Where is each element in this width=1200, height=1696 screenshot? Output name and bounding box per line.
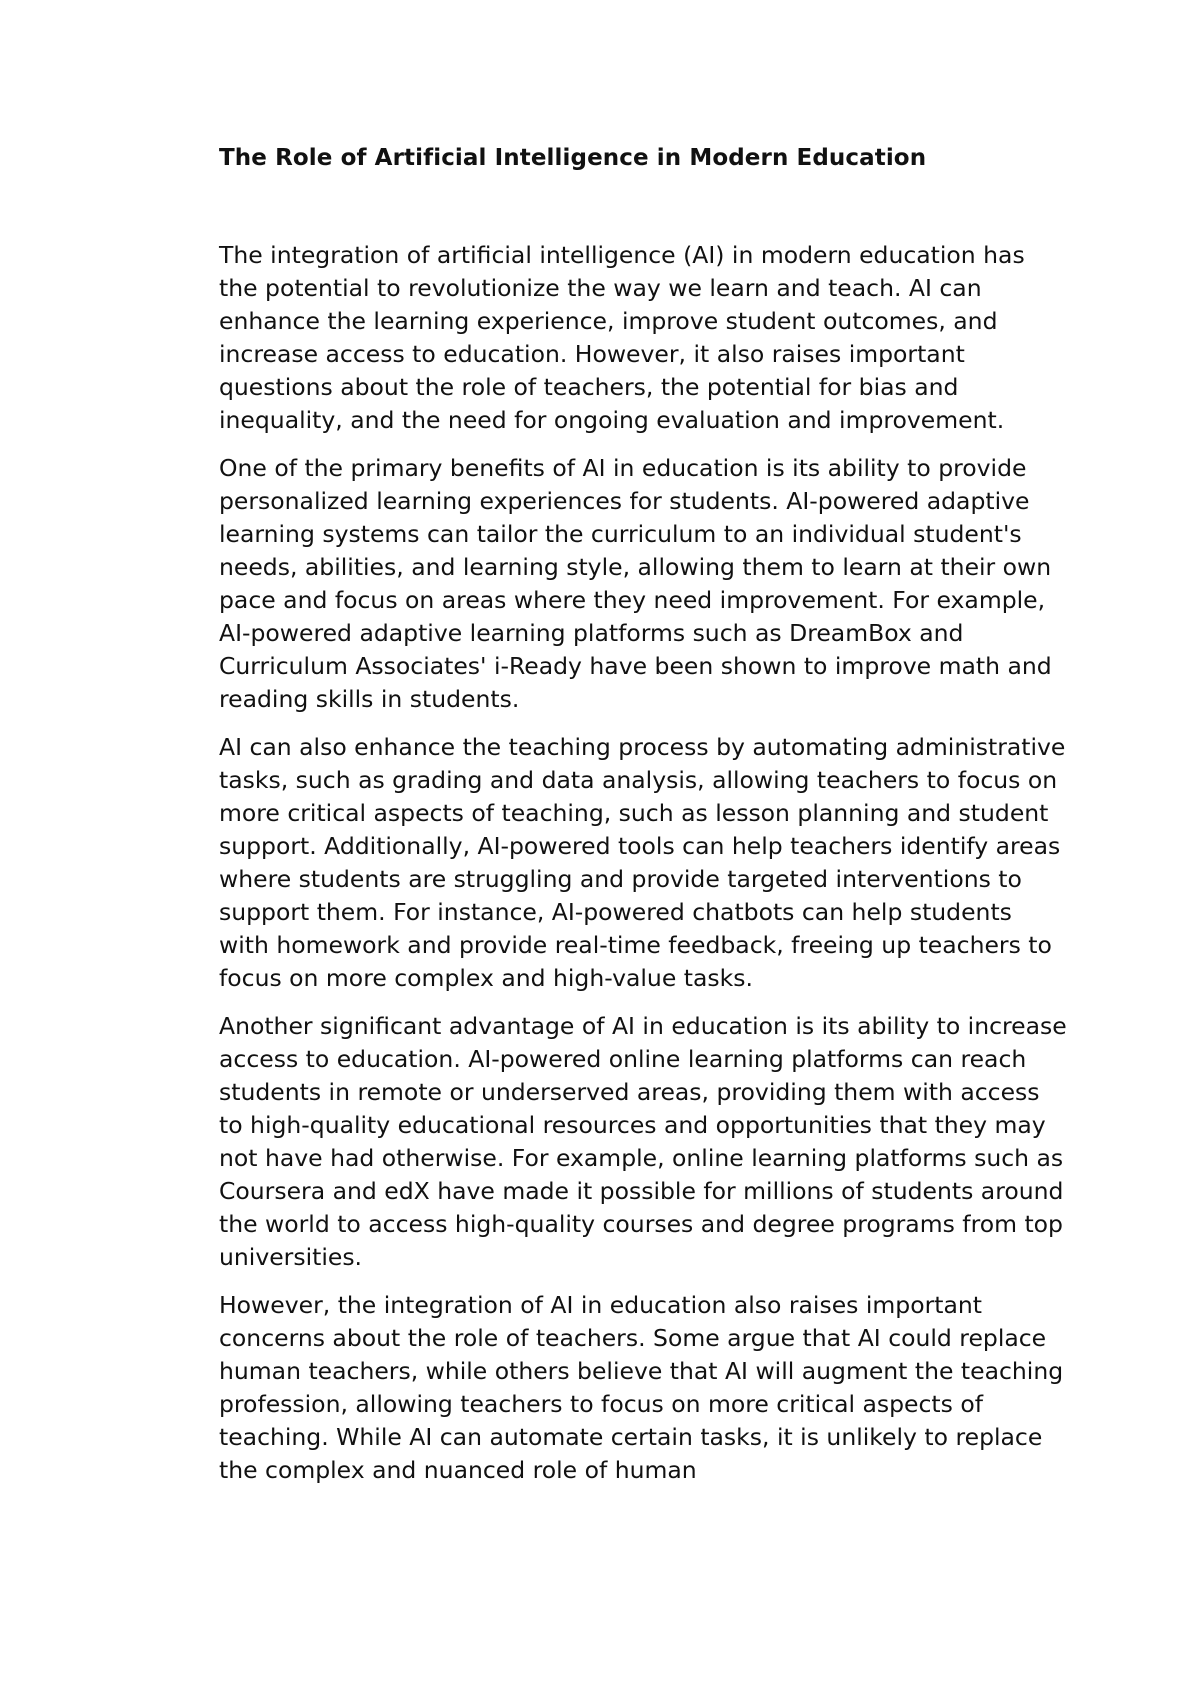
paragraph-teaching-process: AI can also enhance the teaching process by automating administrative tasks, such as grading and data analysis, allowing teachers to focus on more critical aspects of teaching, such as lesson planning and student support. Additionally, AI-powered tools can help teachers identify areas where students are struggling and provide targeted interventions to support them. For instance, AI-powered chatbots can help students with homework and provide real-time feedback, freeing up teachers to focus on more complex and high-value tasks. (219, 733, 1066, 992)
paragraph-access-to-education: Another significant advantage of AI in education is its ability to increase access to education. AI-powered online learning platforms can reach students in remote or underserved areas, providing them with access to high-quality educational resources and opportunities that they may not have had otherwise. For example, online learning platforms such as Coursera and edX have made it possible for millions of students around the world to access high-quality courses and degree programs from top universities. (219, 1012, 1067, 1271)
document-content (219, 141, 1069, 1487)
paragraph-personalized-learning: One of the primary benefits of AI in education is its ability to provide personalized learning experiences for students. AI-powered adaptive learning systems can tailor the curriculum to an individual student's needs, abilities, and learning style, allowing them to learn at their own pace and focus on areas where they need improvement. For example, AI-powered adaptive learning platforms such as DreamBox and Curriculum Associates' i-Ready have been shown to improve math and reading skills in students. (219, 454, 1052, 713)
document-title: The Role of Artificial Intelligence in Modern Education (219, 145, 927, 171)
paragraph-role-of-teachers: However, the integration of AI in education also raises important concerns about the role of teachers. Some argue that AI could replace human teachers, while others believe that AI will augment the teaching profession, allowing teachers to focus on more critical aspects of teaching. While AI can automate certain tasks, it is unlikely to replace the complex and nuanced role of human (219, 1291, 1064, 1484)
document-body (219, 239, 1069, 1487)
paragraph-introduction: The integration of artificial intelligence (AI) in modern education has the potential to revolutionize the way we learn and teach. AI can enhance the learning experience, improve student outcomes, and increase access to education. However, it also raises important questions about the role of teachers, the potential for bias and inequality, and the need for ongoing evaluation and improvement. (219, 241, 1025, 434)
